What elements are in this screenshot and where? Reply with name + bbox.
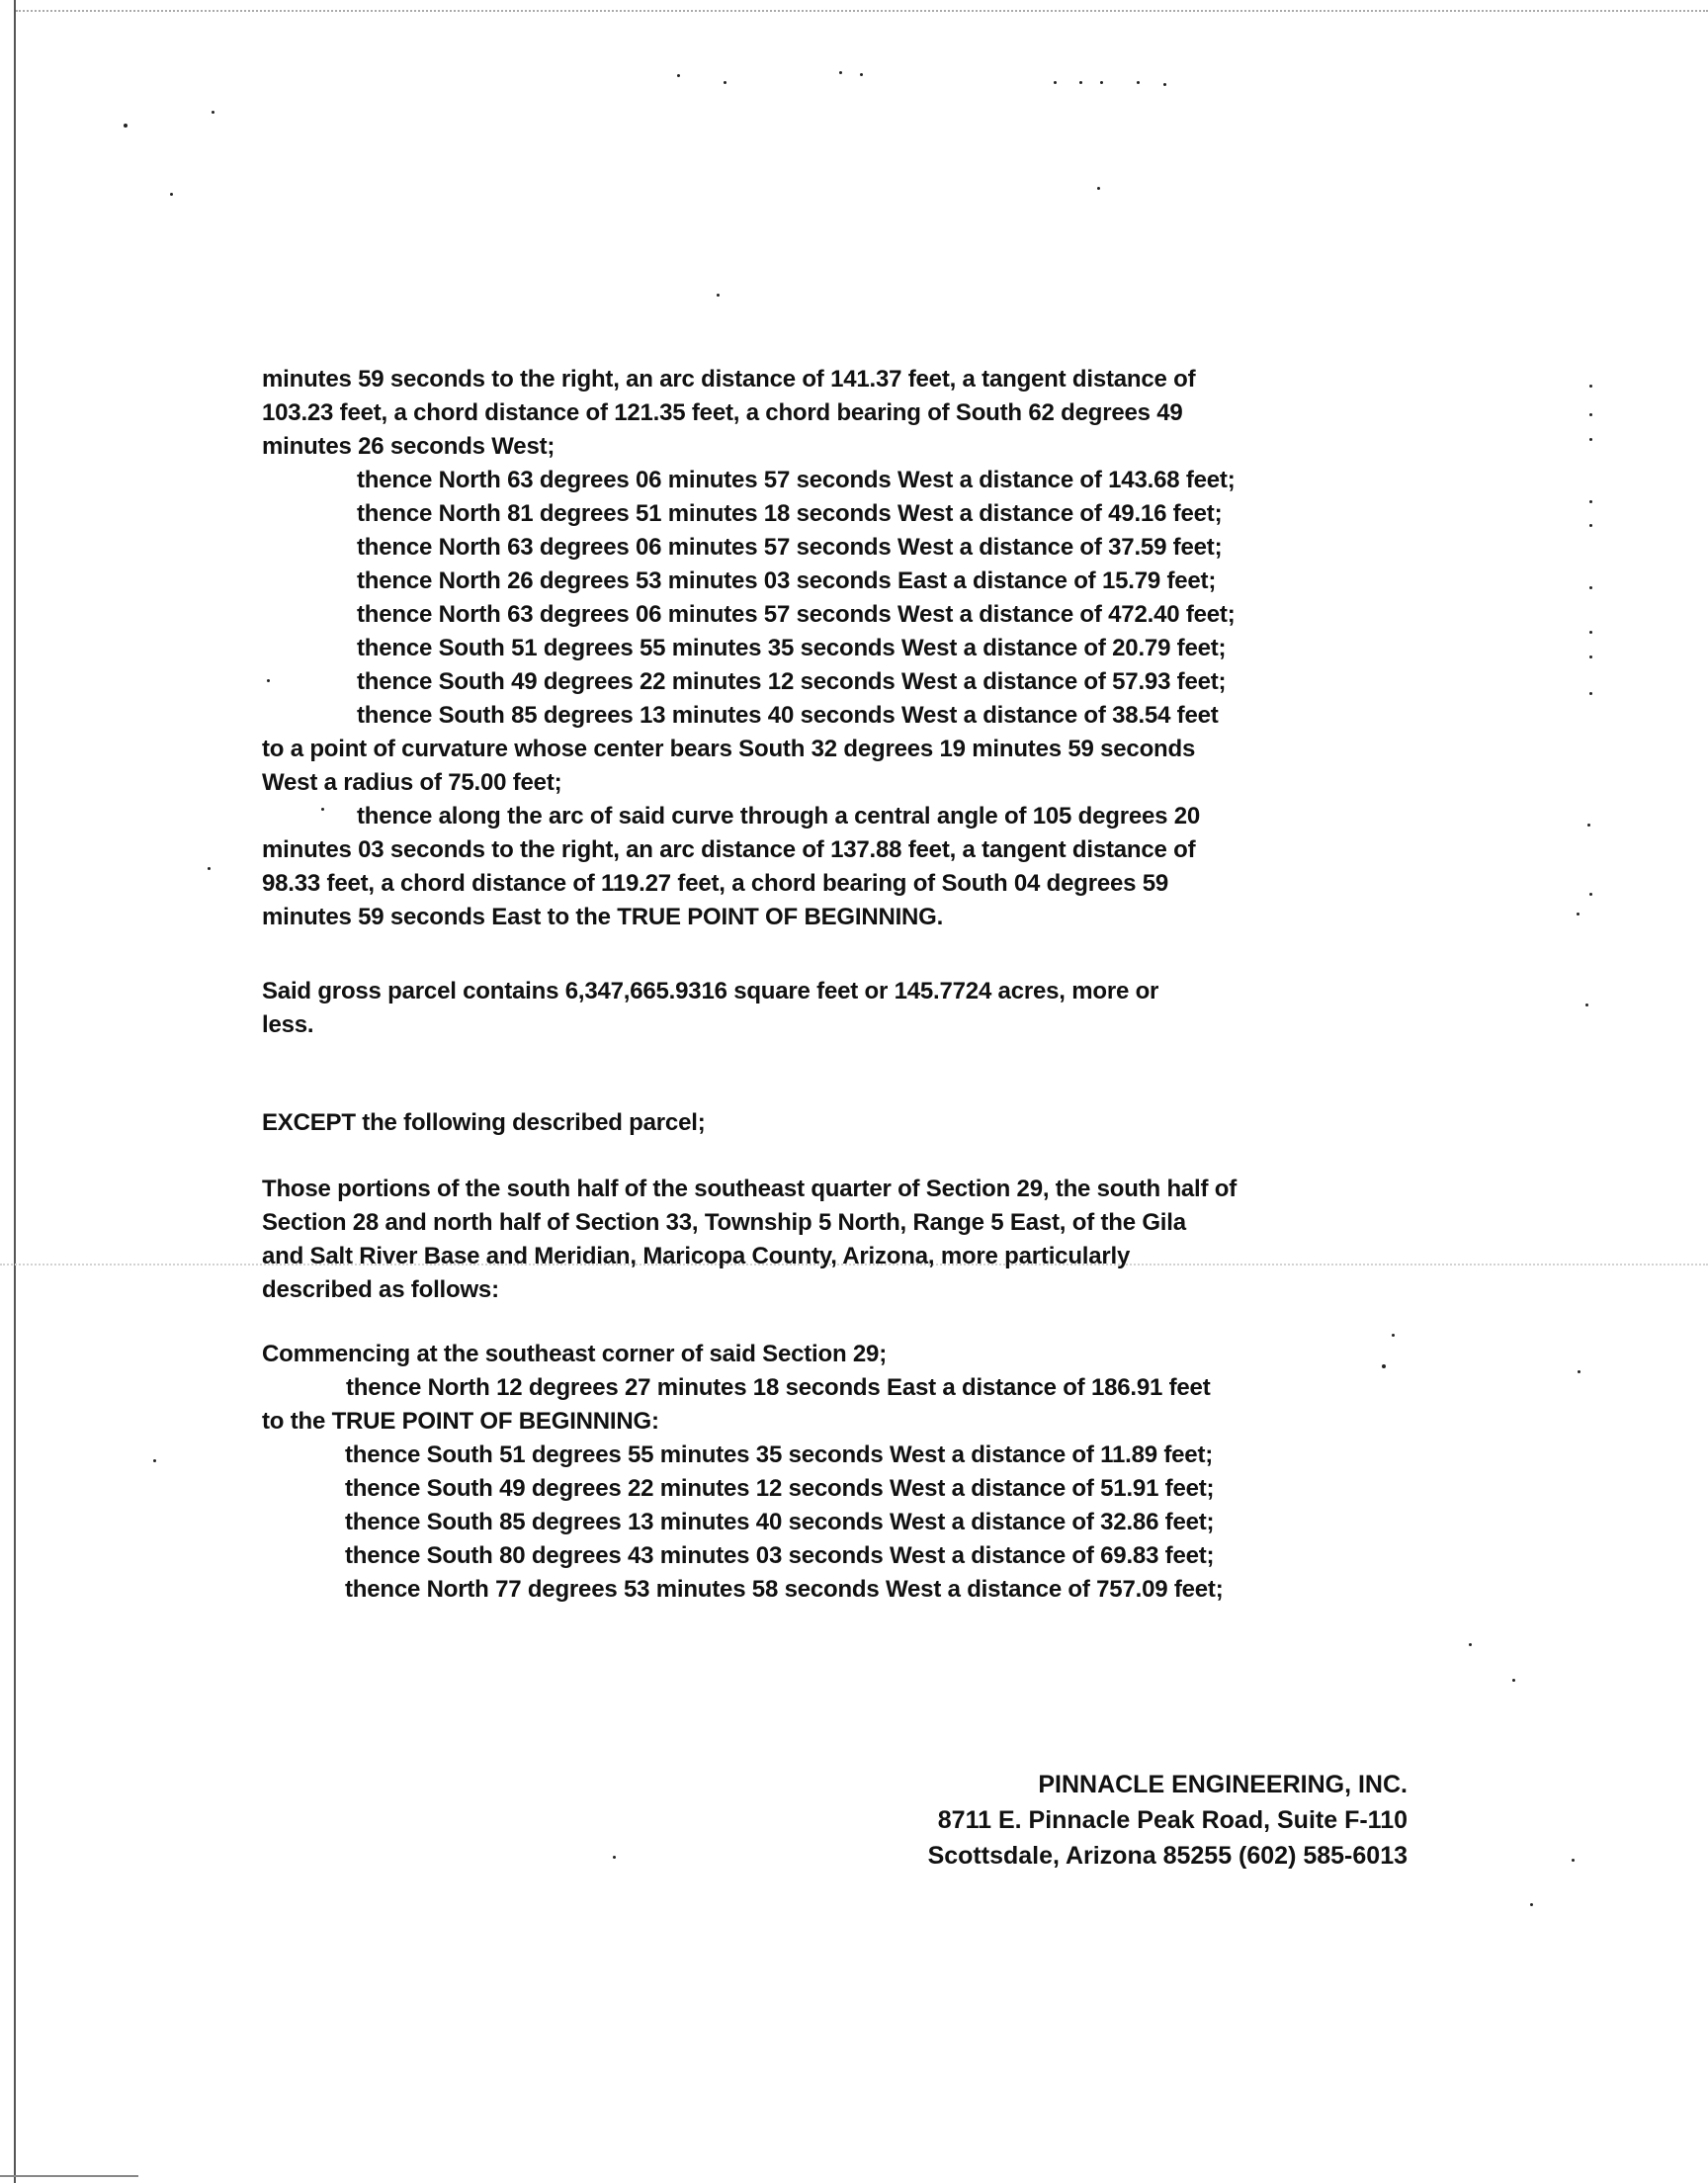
company-city-phone: Scottsdale, Arizona 85255 (602) 585-6013 xyxy=(927,1842,1408,1870)
text-line: Said gross parcel contains 6,347,665.9316 square feet or 145.7724 acres, more or xyxy=(262,978,1159,1004)
scan-speck xyxy=(1079,81,1082,84)
text-line: 103.23 feet, a chord distance of 121.35 feet, a chord bearing of South 62 degrees 49 xyxy=(262,399,1183,426)
gross-parcel-statement xyxy=(262,975,1428,1042)
scan-speck xyxy=(724,81,726,84)
text-line: minutes 59 seconds to the right, an arc distance of 141.37 feet, a tangent distance of xyxy=(262,366,1196,393)
scan-left-edge xyxy=(14,0,16,2183)
scan-speck xyxy=(1137,81,1140,84)
course-line: thence South 51 degrees 55 minutes 35 seconds West a distance of 20.79 feet; xyxy=(357,635,1227,661)
course-line: thence South 80 degrees 43 minutes 03 seconds West a distance of 69.83 feet; xyxy=(345,1542,1215,1569)
text-line: described as follows: xyxy=(262,1276,499,1303)
text-line: less. xyxy=(262,1011,314,1038)
scan-speck xyxy=(677,74,680,77)
scan-speck xyxy=(1589,524,1592,527)
scan-speck xyxy=(1572,1859,1575,1862)
scan-speck xyxy=(613,1856,616,1859)
course-line: thence along the arc of said curve through a central angle of 105 degrees 20 xyxy=(357,803,1201,830)
scan-speck xyxy=(1392,1334,1395,1337)
text-line: and Salt River Base and Meridian, Maricopa County, Arizona, more particularly xyxy=(262,1243,1131,1269)
scan-speck xyxy=(1512,1679,1515,1682)
course-line: thence North 81 degrees 51 minutes 18 seconds West a distance of 49.16 feet; xyxy=(357,500,1223,527)
course-line: thence North 26 degrees 53 minutes 03 seconds East a distance of 15.79 feet; xyxy=(357,568,1217,594)
scan-speck xyxy=(1589,655,1592,658)
course-line: thence North 63 degrees 06 minutes 57 seconds West a distance of 472.40 feet; xyxy=(357,601,1236,628)
course-line: thence North 12 degrees 27 minutes 18 seconds East a distance of 186.91 feet xyxy=(346,1374,1211,1401)
scan-bottom-edge xyxy=(0,2175,138,2177)
scan-speck xyxy=(1589,586,1592,589)
course-list xyxy=(262,363,1428,934)
text-line: to the TRUE POINT OF BEGINNING: xyxy=(262,1408,659,1435)
scan-speck xyxy=(1589,893,1592,896)
scan-speck xyxy=(1585,1004,1588,1006)
course-line: thence South 49 degrees 22 minutes 12 seconds West a distance of 51.91 feet; xyxy=(345,1475,1215,1502)
scan-speck xyxy=(1054,81,1057,84)
scan-speck xyxy=(1469,1643,1472,1646)
text-line: 98.33 feet, a chord distance of 119.27 feet, a chord bearing of South 04 degrees 59 xyxy=(262,870,1169,897)
scan-speck xyxy=(153,1459,156,1462)
scan-speck xyxy=(1530,1903,1533,1906)
text-line: Commencing at the southeast corner of said Section 29; xyxy=(262,1341,887,1367)
except-description xyxy=(262,1173,1428,1307)
scan-speck xyxy=(1163,83,1166,86)
scan-speck xyxy=(212,111,214,114)
scan-speck xyxy=(208,867,211,870)
scan-speck xyxy=(1587,824,1590,827)
scan-speck xyxy=(717,294,720,297)
text-line: minutes 03 seconds to the right, an arc distance of 137.88 feet, a tangent distance of xyxy=(262,836,1196,863)
text-line: minutes 26 seconds West; xyxy=(262,433,555,460)
scan-speck xyxy=(1097,187,1100,190)
scan-speck xyxy=(1589,438,1592,441)
scan-speck xyxy=(839,71,842,74)
scan-speck xyxy=(1589,413,1592,416)
text-line: Section 28 and north half of Section 33, Township 5 North, Range 5 East, of the Gila xyxy=(262,1209,1186,1236)
course-line: thence South 85 degrees 13 minutes 40 seconds West a distance of 32.86 feet; xyxy=(345,1509,1215,1535)
scan-speck xyxy=(170,193,173,196)
text-line: Those portions of the south half of the southeast quarter of Section 29, the south half of xyxy=(262,1176,1238,1202)
scan-speck xyxy=(1578,1370,1580,1373)
except-heading xyxy=(262,1106,1428,1140)
scan-top-edge xyxy=(16,10,1708,12)
company-address: 8711 E. Pinnacle Peak Road, Suite F-110 xyxy=(937,1806,1408,1834)
commencing-course-list xyxy=(262,1338,1428,1607)
scan-speck xyxy=(124,124,128,128)
course-line: thence North 63 degrees 06 minutes 57 seconds West a distance of 143.68 feet; xyxy=(357,467,1236,493)
scan-speck xyxy=(1589,385,1592,388)
company-name: PINNACLE ENGINEERING, INC. xyxy=(1038,1771,1408,1798)
text-line: EXCEPT the following described parcel; xyxy=(262,1109,706,1136)
course-line: thence North 63 degrees 06 minutes 57 seconds West a distance of 37.59 feet; xyxy=(357,534,1223,561)
scan-speck xyxy=(860,73,863,76)
scan-speck xyxy=(1577,913,1580,916)
course-line: thence South 51 degrees 55 minutes 35 seconds West a distance of 11.89 feet; xyxy=(345,1441,1214,1468)
course-line: thence North 77 degrees 53 minutes 58 seconds West a distance of 757.09 feet; xyxy=(345,1576,1224,1603)
text-line: minutes 59 seconds East to the TRUE POINT OF BEGINNING. xyxy=(262,904,944,930)
text-line: West a radius of 75.00 feet; xyxy=(262,769,562,796)
company-footer xyxy=(928,1767,1408,1874)
scan-speck xyxy=(1589,500,1592,503)
scan-speck xyxy=(1589,631,1592,634)
scan-speck xyxy=(1100,81,1103,84)
course-line: thence South 49 degrees 22 minutes 12 seconds West a distance of 57.93 feet; xyxy=(357,668,1227,695)
text-line: to a point of curvature whose center bears South 32 degrees 19 minutes 59 seconds xyxy=(262,736,1196,762)
course-line: thence South 85 degrees 13 minutes 40 seconds West a distance of 38.54 feet xyxy=(357,702,1219,729)
scan-speck xyxy=(1589,692,1592,695)
